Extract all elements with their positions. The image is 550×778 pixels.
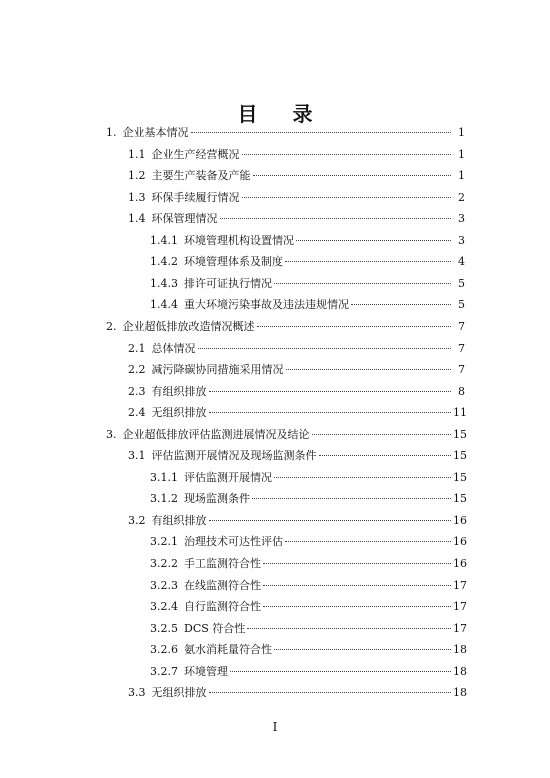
toc-entry[interactable] xyxy=(128,512,465,530)
page-number: I xyxy=(272,720,278,734)
toc-entry-label: 氨水消耗量符合性 xyxy=(184,643,272,657)
toc-entry-number: 3.2 xyxy=(128,513,146,527)
toc-entry-page: 17 xyxy=(453,600,467,614)
toc-entry-number: 1.2 xyxy=(128,169,146,183)
toc-entry[interactable] xyxy=(150,577,465,595)
toc-dot-leader xyxy=(191,132,452,133)
toc-entry-number: 2.3 xyxy=(128,384,146,398)
toc-entry-page: 1 xyxy=(458,126,465,139)
toc-entry-number: 1.1 xyxy=(128,147,146,161)
toc-entry-number: 3.2.7 xyxy=(150,664,178,678)
toc-entry-page: 17 xyxy=(453,621,467,635)
toc-entry[interactable] xyxy=(128,146,465,164)
toc-dot-leader xyxy=(285,541,451,542)
toc-dot-leader xyxy=(209,412,452,413)
toc-entry-label: 企业生产经营概况 xyxy=(151,147,240,161)
toc-dot-leader xyxy=(274,477,451,478)
toc-entry-label: 手工监测符合性 xyxy=(184,557,261,570)
toc-entry-number: 3.1 xyxy=(128,449,146,463)
toc-entry-page: 1 xyxy=(458,147,465,161)
toc-entry[interactable] xyxy=(150,641,465,659)
toc-entry-page: 5 xyxy=(458,276,465,290)
toc-dot-leader xyxy=(242,154,452,155)
toc-title: 目 录 xyxy=(237,102,327,126)
toc-entry-page: 17 xyxy=(453,578,467,592)
toc-entry-number: 1.4.1 xyxy=(150,233,178,247)
toc-entry-page: 16 xyxy=(453,513,467,527)
toc-entry-number: 3.2.2 xyxy=(150,557,178,570)
toc-entry-label: 有组织排放 xyxy=(151,513,207,527)
toc-dot-leader xyxy=(257,326,452,327)
toc-dot-leader xyxy=(220,218,452,219)
toc-entry-page: 4 xyxy=(458,255,465,269)
toc-dot-leader xyxy=(198,348,452,349)
toc-entry-number: 2.1 xyxy=(128,341,146,355)
toc-entry-number: 1. xyxy=(106,126,117,139)
toc-entry[interactable] xyxy=(128,189,465,207)
toc-entry-page: 15 xyxy=(453,449,467,463)
toc-entry-number: 3.1.2 xyxy=(150,492,178,506)
toc-entry-page: 5 xyxy=(458,298,465,312)
toc-entry-label: 有组织排放 xyxy=(151,384,207,398)
toc-dot-leader xyxy=(209,520,452,521)
toc-entry-number: 2. xyxy=(106,319,117,333)
toc-entry-number: 3.3 xyxy=(128,686,146,700)
toc-entry[interactable] xyxy=(106,426,465,444)
toc-dot-leader xyxy=(285,261,451,262)
toc-entry[interactable] xyxy=(150,232,465,250)
toc-dot-leader xyxy=(252,498,451,499)
toc-entry-label: 现场监测条件 xyxy=(184,492,250,506)
toc-dot-leader xyxy=(247,628,451,629)
toc-dot-leader xyxy=(286,369,452,370)
toc-entry-label: DCS 符合性 xyxy=(184,621,246,635)
toc-entry-number: 3.1.1 xyxy=(150,470,178,484)
toc-entry-page: 3 xyxy=(458,212,465,226)
toc-dot-leader xyxy=(351,304,451,305)
toc-entry-page: 11 xyxy=(453,406,467,420)
toc-entry-number: 1.4 xyxy=(128,212,146,226)
toc-entry[interactable] xyxy=(106,318,465,336)
toc-entry-page: 1 xyxy=(458,169,465,183)
toc-dot-leader xyxy=(296,240,451,241)
toc-entry-number: 1.4.2 xyxy=(150,255,178,269)
toc-entry-label: 重大环境污染事故及违法违规情况 xyxy=(184,298,349,312)
toc-entry-page: 15 xyxy=(453,427,467,441)
toc-dot-leader xyxy=(263,606,451,607)
toc-entry-label: 环境管理体系及制度 xyxy=(184,255,283,269)
toc-entry-page: 8 xyxy=(458,384,465,398)
toc-entry-number: 3.2.6 xyxy=(150,643,178,657)
toc-entry-page: 16 xyxy=(453,535,467,549)
toc-entry[interactable] xyxy=(128,210,465,228)
toc-entry-label: 主要生产装备及产能 xyxy=(151,169,251,183)
toc-entry[interactable] xyxy=(128,447,465,465)
toc-entry[interactable] xyxy=(150,620,465,638)
toc-entry-number: 3.2.4 xyxy=(150,600,178,614)
toc-entry-number: 1.4.4 xyxy=(150,298,178,312)
toc-entry-page: 18 xyxy=(453,664,467,678)
toc-entry-number: 1.4.3 xyxy=(150,276,178,290)
toc-entry[interactable] xyxy=(128,340,465,358)
toc-dot-leader xyxy=(242,197,452,198)
toc-entry-page: 18 xyxy=(453,686,467,700)
toc-entry-page: 7 xyxy=(458,319,465,333)
toc-dot-leader xyxy=(263,585,451,586)
toc-entry-label: 评估监测开展情况及现场监测条件 xyxy=(151,449,317,463)
toc-entry-label: 环保手续履行情况 xyxy=(151,190,240,204)
toc-dot-leader xyxy=(209,391,452,392)
toc-entry[interactable] xyxy=(150,555,465,573)
toc-entry-label: 无组织排放 xyxy=(151,406,207,420)
toc-dot-leader xyxy=(274,649,451,650)
toc-entry-number: 3.2.3 xyxy=(150,578,178,592)
toc-entry-label: 在线监测符合性 xyxy=(184,578,261,592)
toc-entry-label: 总体情况 xyxy=(151,341,196,355)
toc-entry-label: 排许可证执行情况 xyxy=(184,276,272,290)
toc-entry-page: 3 xyxy=(458,233,465,247)
toc-entry-page: 7 xyxy=(458,341,465,355)
toc-entry[interactable] xyxy=(128,383,465,401)
toc-entry-page: 15 xyxy=(453,470,467,484)
toc-entry-number: 3.2.1 xyxy=(150,535,178,549)
toc-entry[interactable] xyxy=(150,663,465,681)
toc-entry[interactable] xyxy=(150,490,465,508)
toc-dot-leader xyxy=(230,671,451,672)
toc-entry-label: 环境管理 xyxy=(184,664,228,678)
toc-entry[interactable] xyxy=(150,469,465,487)
toc-entry-number: 3.2.5 xyxy=(150,621,178,635)
toc-entry-label: 评估监测开展情况 xyxy=(184,470,272,484)
toc-dot-leader xyxy=(209,692,452,693)
toc-entry-label: 企业超低排放改造情况概述 xyxy=(122,319,255,333)
toc-entry-label: 企业超低排放评估监测进展情况及结论 xyxy=(122,427,310,441)
toc-entry[interactable] xyxy=(150,533,465,551)
toc-entry-page: 18 xyxy=(453,643,467,657)
toc-entry-label: 自行监测符合性 xyxy=(184,600,261,614)
toc-dot-leader xyxy=(319,455,452,456)
toc-entry[interactable] xyxy=(150,253,465,271)
toc-entry[interactable] xyxy=(128,361,465,379)
toc-entry-label: 环境管理机构设置情况 xyxy=(184,233,294,247)
toc-entry-number: 1.3 xyxy=(128,190,146,204)
toc-dot-leader xyxy=(312,434,452,435)
toc-entry-page: 15 xyxy=(453,492,467,506)
toc-entry-label: 环保管理情况 xyxy=(151,212,218,226)
toc-entry[interactable] xyxy=(128,404,465,422)
toc-entry[interactable] xyxy=(128,684,465,702)
toc-entry[interactable] xyxy=(150,275,465,293)
toc-entry-label: 无组织排放 xyxy=(151,686,207,700)
toc-entry[interactable] xyxy=(150,296,465,314)
toc-entry-number: 2.2 xyxy=(128,363,146,377)
toc-entry-label: 企业基本情况 xyxy=(122,126,189,139)
toc-entry-page: 7 xyxy=(458,363,465,377)
toc-entry-label: 治理技术可达性评估 xyxy=(184,535,283,549)
toc-entry-label: 减污降碳协同措施采用情况 xyxy=(151,363,284,377)
toc-dot-leader xyxy=(253,175,452,176)
toc-entry-number: 2.4 xyxy=(128,406,146,420)
toc-entry-number: 3. xyxy=(106,427,117,441)
toc-entry-page: 2 xyxy=(458,190,465,204)
toc-dot-leader xyxy=(263,563,451,564)
toc-entry[interactable] xyxy=(106,124,465,142)
toc-entry[interactable] xyxy=(128,167,465,185)
toc-dot-leader xyxy=(274,283,451,284)
toc-entry[interactable] xyxy=(150,598,465,616)
toc-entry-page: 16 xyxy=(453,557,467,570)
